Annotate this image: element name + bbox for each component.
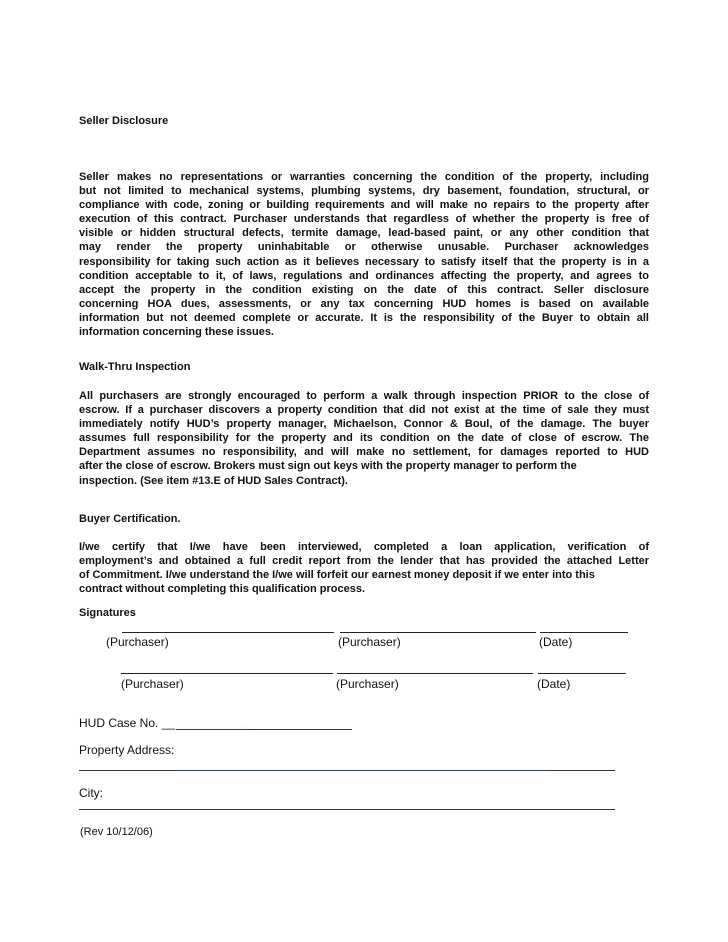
hud-case-input-line[interactable] [248,729,352,730]
date-signature-line[interactable] [538,673,626,674]
purchaser-label: (Purchaser) [106,635,169,649]
paragraph-line: of Commitment. I/we understand the I/we will forfeit our earnest money deposit if we enter into this [79,569,595,582]
seller-disclosure-paragraph [79,170,649,339]
paragraph-line: compliance with code, zoning or building requirements and will make no repairs to the property after [79,199,649,212]
paragraph-line: Seller makes no representations or warranties concerning the condition of the property, including [79,171,649,183]
paragraph-line: All purchasers are strongly encouraged to perform a walk through inspection PRIOR to the close of [79,390,649,402]
paragraph-line: execution of this contract. Purchaser understands that regardless of whether the property is free of [79,213,649,226]
paragraph-line: inspection. (See item #13.E of HUD Sales Contract). [79,474,348,487]
date-signature-line[interactable] [540,632,628,633]
hud-case-label: HUD Case No. __ [79,716,176,730]
city-input-line[interactable] [79,809,615,810]
walk-thru-heading: Walk-Thru Inspection [79,361,191,373]
paragraph-line: after the close of escrow. Brokers must sign out keys with the property manager to perform the [79,460,577,473]
paragraph-line: Department assumes no responsibility, and will make no settlement, for damages reported to HUD [79,446,649,459]
hud-case-link-line[interactable] [176,729,248,730]
paragraph-line: accept the property in the condition existing on the date of this contract. Seller disclosure [79,283,649,296]
purchaser-signature-line[interactable] [122,632,334,633]
signatures-heading: Signatures [79,607,136,619]
paragraph-line: condition acceptable to it, of laws, regulations and ordinances affecting the property, and agrees to [79,269,649,282]
revision-note: (Rev 10/12/06) [80,826,153,838]
paragraph-line: escrow. If a purchaser discovers a property condition that did not exist at the time of sale they must [79,404,649,417]
paragraph-line: information but not deemed complete or accurate. It is the responsibility of the Buyer to obtain all [79,311,649,324]
city-label: City: [79,786,103,800]
purchaser-signature-line[interactable] [340,632,536,633]
purchaser-signature-line[interactable] [121,673,333,674]
property-address-input-line[interactable] [79,770,176,771]
paragraph-line: responsibility for taking such action as it believes necessary to satisfy itself that the property is in a [79,255,649,268]
property-address-link-line[interactable] [176,770,548,771]
paragraph-line: may render the property uninhabitable or otherwise unusable. Purchaser acknowledges [79,241,649,254]
paragraph-line: concerning HOA dues, assessments, or any tax concerning HUD homes is based on available [79,297,649,310]
walk-thru-paragraph [79,389,649,488]
paragraph-line: assumes full responsibility for the property and its condition on the date of close of escrow. The [79,432,649,445]
date-label: (Date) [539,635,573,649]
seller-disclosure-heading: Seller Disclosure [79,115,169,127]
paragraph-line: information concerning these issues. [79,326,274,339]
purchaser-label: (Purchaser) [338,635,401,649]
paragraph-line: but not limited to mechanical systems, plumbing systems, dry basement, foundation, structural, or [79,185,649,198]
property-address-input-line[interactable] [548,770,615,771]
paragraph-line: visible or hidden structural defects, termite damage, lead-based paint, or any other condition that [79,227,649,240]
paragraph-line: contract without completing this qualification process. [79,583,366,596]
property-address-label: Property Address: [79,743,175,757]
paragraph-line: I/we certify that I/we have been interviewed, completed a loan application, verification of [79,541,649,553]
purchaser-signature-line[interactable] [337,673,533,674]
buyer-certification-paragraph [79,540,649,596]
paragraph-line: employment’s and obtained a full credit report from the lender that has provided the attached Letter [79,555,649,568]
purchaser-label: (Purchaser) [121,677,184,691]
paragraph-line: immediately notify HUD’s property manager, Michaelson, Connor & Boul, of the damage. The buyer [79,418,649,431]
buyer-certification-heading: Buyer Certification. [79,513,181,525]
purchaser-label: (Purchaser) [336,677,399,691]
date-label: (Date) [537,677,571,691]
